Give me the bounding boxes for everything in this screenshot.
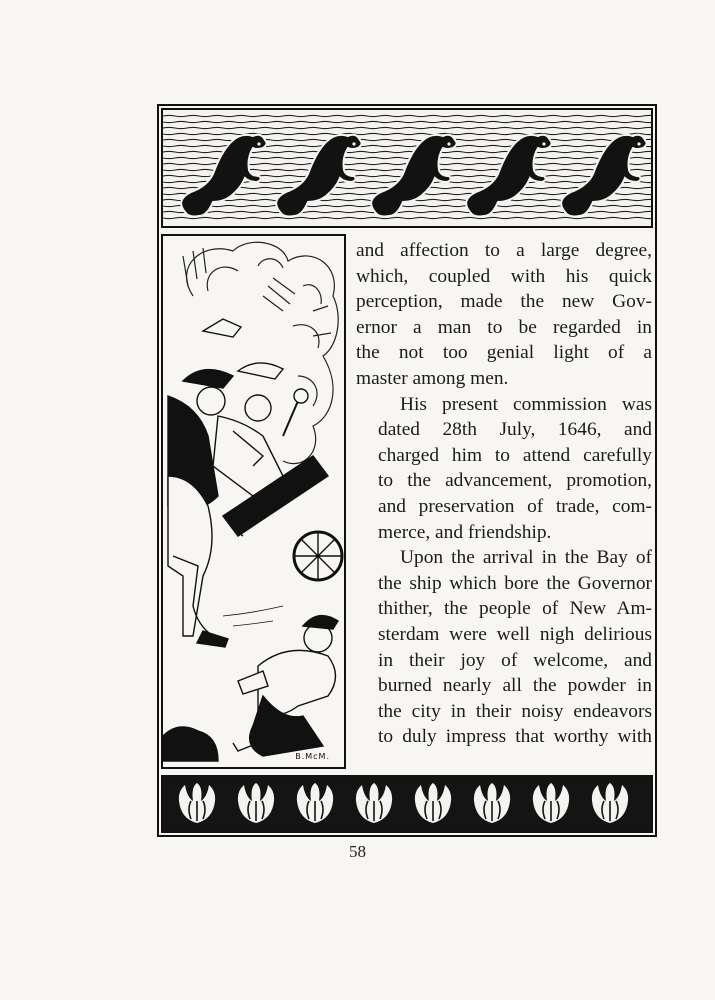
paragraph-2 — [356, 392, 652, 546]
beaver-band-art — [163, 110, 651, 226]
text-line: and affection to a large degree, — [356, 240, 652, 261]
illustrator-signature: B.McM. — [295, 752, 330, 761]
text-line: master among men. — [356, 367, 509, 389]
illustration-panel — [161, 234, 346, 769]
tulip-icon — [474, 783, 510, 823]
paragraph-3 — [356, 545, 652, 750]
colonists-firing-cannon-illustration — [163, 236, 344, 767]
text-line: merce, and friendship. — [378, 521, 552, 543]
text-line: in their joy of welcome, and — [378, 649, 652, 671]
text-line: which, coupled with his quick — [356, 265, 652, 287]
tulip-band-art — [163, 777, 651, 831]
tulip-icon — [356, 783, 392, 823]
body-text-column — [356, 238, 652, 768]
tulip-icon — [592, 783, 628, 823]
text-line: His present commission was — [400, 393, 652, 415]
text-line: Upon the arrival in the Bay of — [400, 547, 652, 569]
tulip-icon — [238, 783, 274, 823]
tulip-footer-band — [161, 775, 653, 833]
tulip-icon — [415, 783, 451, 823]
text-line: and preservation of trade, com- — [378, 495, 652, 517]
text-line: sterdam were well nigh delirious — [378, 623, 652, 645]
text-line: dated 28th July, 1646, and — [378, 419, 652, 441]
text-line: thither, the people of New Am- — [378, 598, 652, 620]
tulip-icon — [533, 783, 569, 823]
tulip-icon — [179, 783, 215, 823]
text-line: burned nearly all the powder in — [378, 675, 652, 697]
beaver-header-band — [161, 108, 653, 228]
text-line: charged him to attend carefully — [378, 444, 652, 466]
text-line: to duly impress that worthy with — [378, 726, 652, 748]
text-line: perception, made the new Gov- — [356, 291, 652, 313]
page-number: 58 — [349, 842, 366, 861]
text-line: the city in their noisy endeavors — [378, 700, 652, 722]
text-line: the ship which bore the Governor — [378, 572, 652, 594]
tulip-icon — [297, 783, 333, 823]
text-line: the not too genial light of a — [356, 342, 652, 364]
paragraph-1 — [356, 238, 652, 392]
text-line: ernor a man to be regarded in — [356, 316, 652, 338]
text-line: to the advancement, promotion, — [378, 470, 652, 492]
